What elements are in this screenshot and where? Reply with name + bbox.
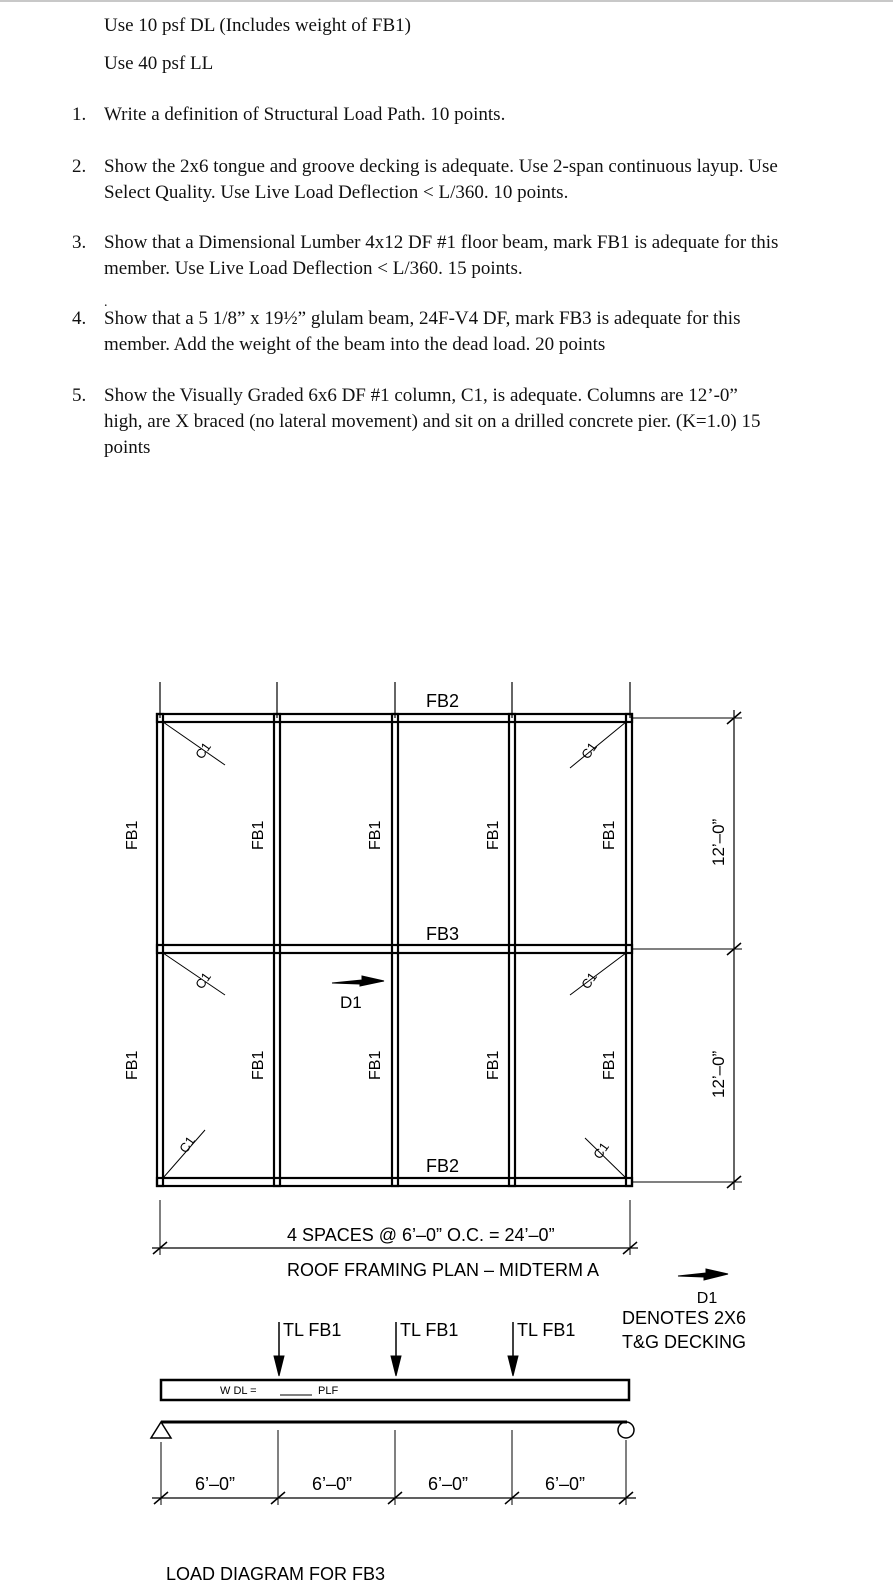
label-fb1: FB1 — [485, 820, 502, 850]
question-line: member. Add the weight of the beam into the dead load. 20 points — [104, 334, 606, 355]
question-number: 1. — [72, 104, 87, 125]
stray-dot: . — [104, 295, 108, 310]
plf-label: PLF — [318, 1385, 339, 1397]
label-fb1: FB1 — [250, 1050, 267, 1080]
label-fb3: FB3 — [426, 924, 460, 944]
plan-title: ROOF FRAMING PLAN – MIDTERM A — [287, 1260, 600, 1280]
label-fb1: FB1 — [367, 1050, 384, 1080]
span-1: 6’–0” — [195, 1474, 236, 1494]
label-fb1: FB1 — [485, 1050, 502, 1080]
tl-fb1-label: TL FB1 — [517, 1320, 576, 1340]
dead-load-note: Use 10 psf DL (Includes weight of FB1) — [104, 15, 411, 36]
question-line: Show the 2x6 tongue and groove decking is adequate. Use 2-span continuous layup. Use — [104, 156, 778, 177]
legend-line1: DENOTES 2X6 — [621, 1308, 747, 1328]
dim-12-bottom: 12’–0” — [709, 1050, 728, 1098]
label-c1: C1 — [192, 739, 214, 762]
label-fb2-top: FB2 — [426, 691, 460, 711]
question-number: 4. — [72, 308, 87, 329]
question-number: 2. — [72, 156, 87, 177]
question-line: Select Quality. Use Live Load Deflection < L/360. 10 points. — [104, 182, 569, 203]
question-line: member. Use Live Load Deflection < L/360. 15 points. — [104, 258, 523, 279]
question-line: Show that a Dimensional Lumber 4x12 DF #1 floor beam, mark FB1 is adequate for this — [104, 232, 779, 253]
question-line: Write a definition of Structural Load Path. 10 points. — [104, 104, 506, 125]
live-load-note: Use 40 psf LL — [104, 53, 214, 74]
label-d1: D1 — [340, 993, 362, 1012]
beam-fb3 — [157, 945, 632, 953]
label-fb1: FB1 — [124, 820, 141, 850]
question-line: points — [104, 437, 151, 458]
spaces-dimension: 4 SPACES @ 6’–0” O.C. = 24’–0” — [287, 1225, 555, 1245]
question-number: 3. — [72, 232, 87, 253]
dim-12-top: 12’–0” — [709, 818, 728, 866]
question-line: Show the Visually Graded 6x6 DF #1 column, C1, is adequate. Columns are 12’-0” — [104, 385, 738, 406]
span-2: 6’–0” — [312, 1474, 353, 1494]
label-c1: C1 — [176, 1133, 198, 1156]
question-number: 5. — [72, 385, 87, 406]
load-diagram-title: LOAD DIAGRAM FOR FB3 — [166, 1564, 386, 1584]
label-fb1: FB1 — [367, 820, 384, 850]
label-fb2-bottom: FB2 — [426, 1156, 460, 1176]
label-fb1: FB1 — [250, 820, 267, 850]
question-line: Show that a 5 1/8” x 19½” glulam beam, 24F-V4 DF, mark FB3 is adequate for this — [104, 308, 741, 329]
legend-line2: T&G DECKING — [621, 1332, 747, 1352]
label-fb1: FB1 — [124, 1050, 141, 1080]
legend-d1: D1 — [696, 1290, 718, 1307]
question-line: high, are X braced (no lateral movement) and sit on a drilled concrete pier. (K=1.0) 15 — [104, 411, 761, 432]
label-c1: C1 — [578, 739, 600, 762]
wdl-label: W DL = — [220, 1385, 257, 1397]
span-4: 6’–0” — [545, 1474, 586, 1494]
span-3: 6’–0” — [428, 1474, 469, 1494]
beam-fb2-bottom — [157, 1178, 632, 1186]
label-fb1: FB1 — [601, 820, 618, 850]
tl-fb1-label: TL FB1 — [400, 1320, 459, 1340]
label-c1: C1 — [192, 969, 214, 992]
label-c1: C1 — [590, 1139, 612, 1162]
tl-fb1-label: TL FB1 — [283, 1320, 342, 1340]
label-c1: C1 — [578, 969, 600, 992]
label-fb1: FB1 — [601, 1050, 618, 1080]
